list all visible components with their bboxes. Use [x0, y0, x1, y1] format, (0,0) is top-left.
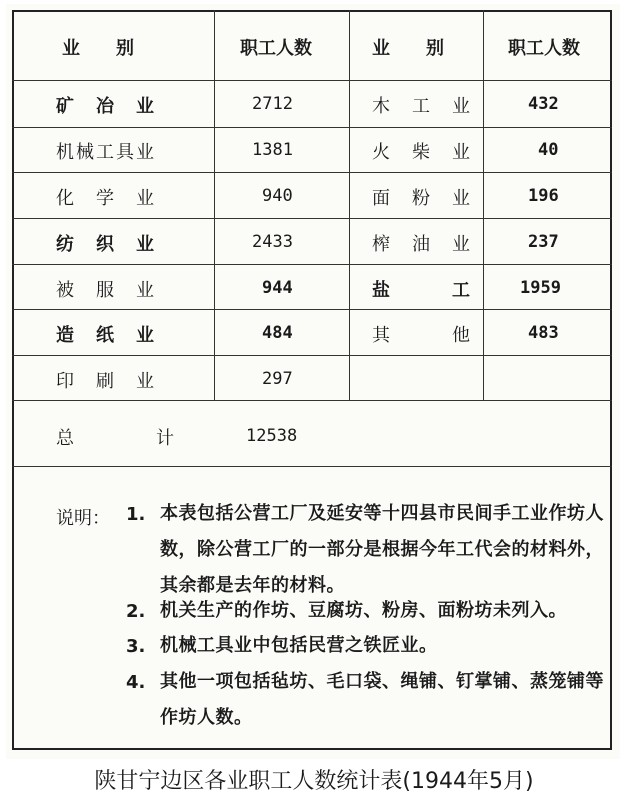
- left-row-name: 被 服 业: [56, 280, 156, 301]
- right-row-count: 483: [528, 323, 559, 343]
- column-rule: [214, 10, 215, 400]
- left-row-name: 化 学 业: [56, 188, 156, 209]
- note-number: 3.: [126, 636, 146, 657]
- left-row-name: 矿 冶 业: [56, 96, 156, 117]
- header-category-right: 业 别: [372, 38, 444, 59]
- left-row-count: 2433: [252, 232, 293, 252]
- right-row-count: 237: [528, 232, 559, 252]
- right-row-name: 榨 油 业: [372, 234, 472, 255]
- right-row-name: 盐 工: [372, 280, 472, 301]
- left-row-count: 940: [262, 186, 293, 206]
- left-row-name: 机械工具业: [56, 142, 156, 163]
- right-row-count: 432: [528, 94, 559, 114]
- row-rule: [12, 264, 612, 265]
- header-workers-left: 职工人数: [240, 38, 312, 59]
- right-row-count: 1959: [520, 278, 561, 298]
- left-row-name: 造 纸 业: [56, 325, 156, 346]
- left-row-name: 印 刷 业: [56, 371, 156, 392]
- header-workers-right: 职工人数: [508, 38, 580, 59]
- row-rule: [12, 218, 612, 219]
- column-rule: [349, 10, 350, 400]
- right-row-name: 木 工 业: [372, 96, 472, 117]
- total-value: 12538: [246, 426, 298, 446]
- row-rule: [12, 172, 612, 173]
- note-number: 1.: [126, 504, 146, 525]
- right-row-count: 40: [538, 140, 559, 160]
- left-row-name: 纺 织 业: [56, 234, 156, 255]
- header-category-left: 业 别: [62, 38, 134, 59]
- note-text: 机关生产的作坊、豆腐坊、粉房、面粉坊未列入。: [160, 600, 567, 621]
- note-number: 4.: [126, 672, 146, 693]
- row-rule: [12, 400, 612, 401]
- right-row-name: 面 粉 业: [372, 188, 472, 209]
- row-rule: [12, 355, 612, 356]
- note-text: 机械工具业中包括民营之铁匠业。: [160, 635, 438, 656]
- notes-title: 说明：: [56, 508, 110, 529]
- right-row-name: 其 他: [372, 325, 472, 346]
- note-text: 本表包括公营工厂及延安等十四县市民间手工业作坊人数，除公营工厂的一部分是根据今年工代会的材料外，其余都是去年的材料。: [160, 503, 604, 596]
- left-row-count: 297: [262, 369, 293, 389]
- row-rule: [12, 127, 612, 128]
- left-row-count: 484: [262, 323, 293, 343]
- note-number: 2.: [126, 601, 146, 622]
- right-row-name: 火 柴 业: [372, 142, 472, 163]
- total-label: 总 计: [56, 428, 176, 449]
- table-caption: 陕甘宁边区各业职工人数统计表(1944年5月): [94, 769, 534, 794]
- left-row-count: 1381: [252, 140, 293, 160]
- column-rule: [483, 10, 484, 400]
- left-row-count: 944: [262, 278, 293, 298]
- total-rule: [12, 466, 612, 467]
- row-rule: [12, 309, 612, 310]
- left-row-count: 2712: [252, 94, 293, 114]
- header-rule: [12, 80, 612, 81]
- right-row-count: 196: [528, 186, 559, 206]
- note-text: 其他一项包括毡坊、毛口袋、绳铺、钉掌铺、蒸笼铺等作坊人数。: [160, 671, 604, 728]
